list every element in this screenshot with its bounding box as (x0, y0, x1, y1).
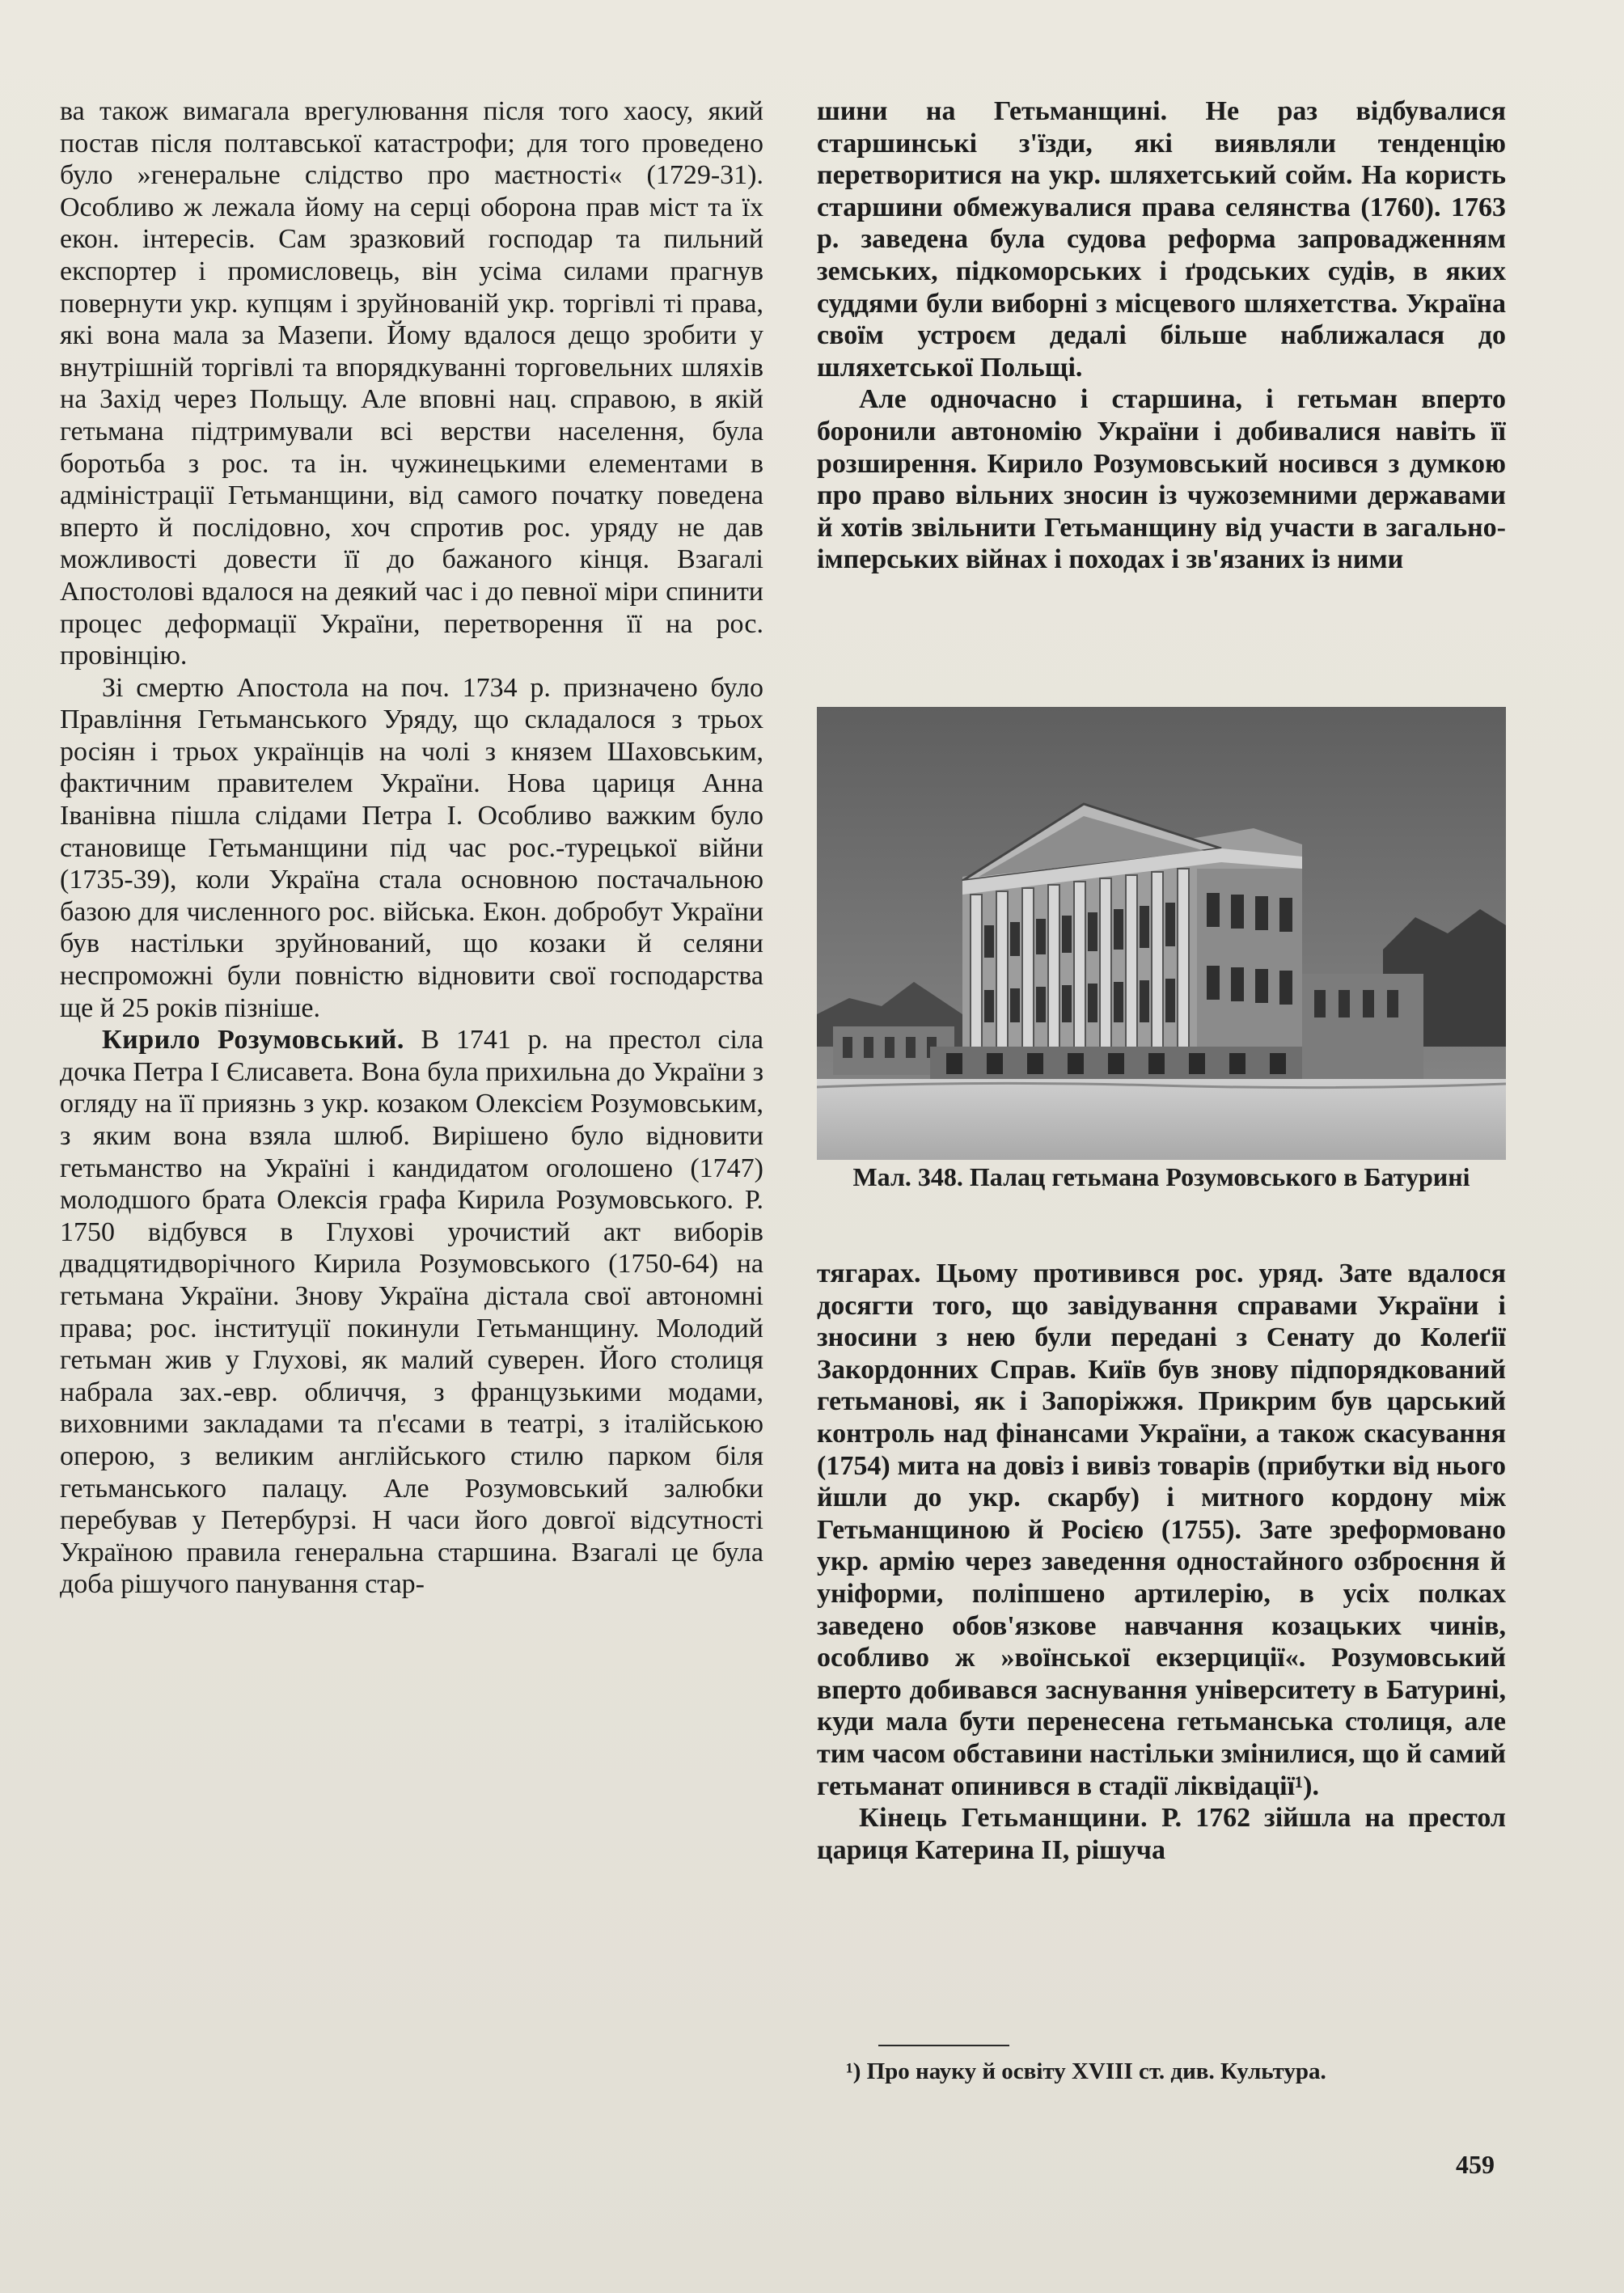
footnote: ¹) Про науку й освіту XVIII ст. див. Культура. (846, 2058, 1326, 2084)
palace-illustration (817, 707, 1506, 1160)
right-column-bottom (817, 1258, 1506, 1866)
right-column-top (817, 95, 1506, 576)
palace-photograph (817, 707, 1506, 1160)
paragraph (817, 1802, 1506, 1866)
left-column (60, 95, 763, 1601)
paragraph: ва також вимагала врегулювання після того хаосу, який постав після полтавської катастрофи; для того проведено було »генеральне слідство про маєтності« (1729-31). Особливо ж лежала йому на серці оборона прав міст та їх екон. інтересів. Сам зразковий господар та пильний експортер і промисловець, він усіма силами прагнув повернути укр. купцям і зруйнованій укр. торгівлі ті права, які вона мала за Мазепи. Йому вдалося дещо зробити у внутрішній торгівлі та впорядкуванні торговельних шляхів на Захід через Польщу. Але вповні нац. справою, в якій гетьмана підтримували всі верстви населення, була боротьба з рос. та ін. чужинецькими елементами в адміністрації Гетьманщини, від самого початку поведена вперто й послідовно, хоч спротив рос. уряду не дав можливості довести її до бажаного кінця. Взагалі Апостолові вдалося на деякий час і до певної міри спинити процес деформації України, перетворення її на рос. провінцію. (60, 96, 763, 671)
paragraph-text: Р. 1762 зійшла на престол цариця Катерина II, рішуча (817, 1803, 1507, 1865)
footnote-divider (878, 2045, 1009, 2046)
paragraph: тягарах. Цьому противився рос. уряд. Зате вдалося досягти того, що завідування справами України і зносини з нею були передані з Сенату до Колеґії Закордонних Справ. Київ був знову підпорядкований гетьманові, як і Запоріжжя. Прикрим був царський контроль над фінансами України, а також скасування (1754) мита на довіз і вивіз товарів (прибутки від нього йшли до укр. скарбу) і митного кордону між Гетьманщиною й Росією (1755). Зате зреформовано укр. армію через заведення одностайного озброєння й уніформи, поліпшено артилерію, в усіх полках заведено обов'язкове навчання козацьких чинів, особливо ж »воїнської екзерциції«. Розумовський вперто добивався заснування університету в Батурині, куди мала бути перенесена гетьманська столиця, але тим часом обставини настільки змінилися, що й самий гетьманат опинився в стадії ліквідації¹). (817, 1259, 1506, 1801)
page-number: 459 (1456, 2150, 1495, 2179)
figure-caption: Мал. 348. Палац гетьмана Розумовського в Батурині (852, 1162, 1470, 1191)
paragraph (60, 1024, 763, 1601)
paragraph: Зі смертю Апостола на поч. 1734 р. призначено було Правління Гетьманського Уряду, що складалося з трьох росіян і трьох українців на чолі з князем Шаховським, фактичним правителем України. Нова цариця Анна Іванівна пішла слідами Петра I. Особливо важким було становище Гетьманщини під час рос.-турецької війни (1735-39), коли Україна стала основною постачальною базою для численного рос. війська. Екон. добробут України був настільки зруйнований, що козаки й селяни неспроможні були повністю відновити свої господарства ще й 25 років пізніше. (60, 672, 763, 1023)
section-heading: Кирило Розумовський. (102, 1025, 404, 1056)
paragraph: Але одночасно і старшина, і гетьман вперто боронили автономію України і добивалися навіть її розширення. Кирило Розумовський носився з думкою про право вільних зносин із чужоземними державами й хотів звільнити Гетьманщину від участи в загально-імперських війнах і походах і зв'язаних із ними (817, 384, 1506, 575)
section-heading: Кінець Гетьманщини. (859, 1803, 1148, 1834)
paragraph-text: В 1741 р. на престол сіла дочка Петра I Єлисавета. Вона була прихильна до України з огляду на її приязнь з укр. козаком Олексієм Розумовським, з яким вона взяла шлюб. Вирішено було відновити гетьманство на Україні і кандидатом оголошено (1747) молодшого брата Олексія графа Кирила Розумовського. Р. 1750 відбувся в Глухові урочистий акт виборів двадцятидворічного Кирила Розумовського (1750-64) на гетьмана України. Знову Україна дістала свої автономні права; рос. інституції покинули Гетьманщину. Молодий гетьман жив у Глухові, як малий суверен. Його столиця набрала зах.-евр. обличчя, з французькими модами, виховними закладами та п'єсами в театрі, з італійською оперою, з великим англійського стилю парком біля гетьманського палацу. Але Розумовський залюбки перебував у Петербурзі. Н часи його довгої відсутності Україною правила генеральна старшина. Взагалі це була доба рішучого панування стар- (60, 1025, 763, 1600)
paragraph: шини на Гетьманщині. Не раз відбувалися старшинські з'їзди, які виявляли тенденцію перетворитися на укр. шляхетський сойм. На користь старшини обмежувалися права селянства (1760). 1763 р. заведена була судова реформа запровадженням земських, підкоморських і ґродських судів, в яких суддями були виборні з місцевого шляхетства. Україна своїм устроєм дедалі більше наближалася до шляхетської Польщі. (817, 96, 1506, 383)
